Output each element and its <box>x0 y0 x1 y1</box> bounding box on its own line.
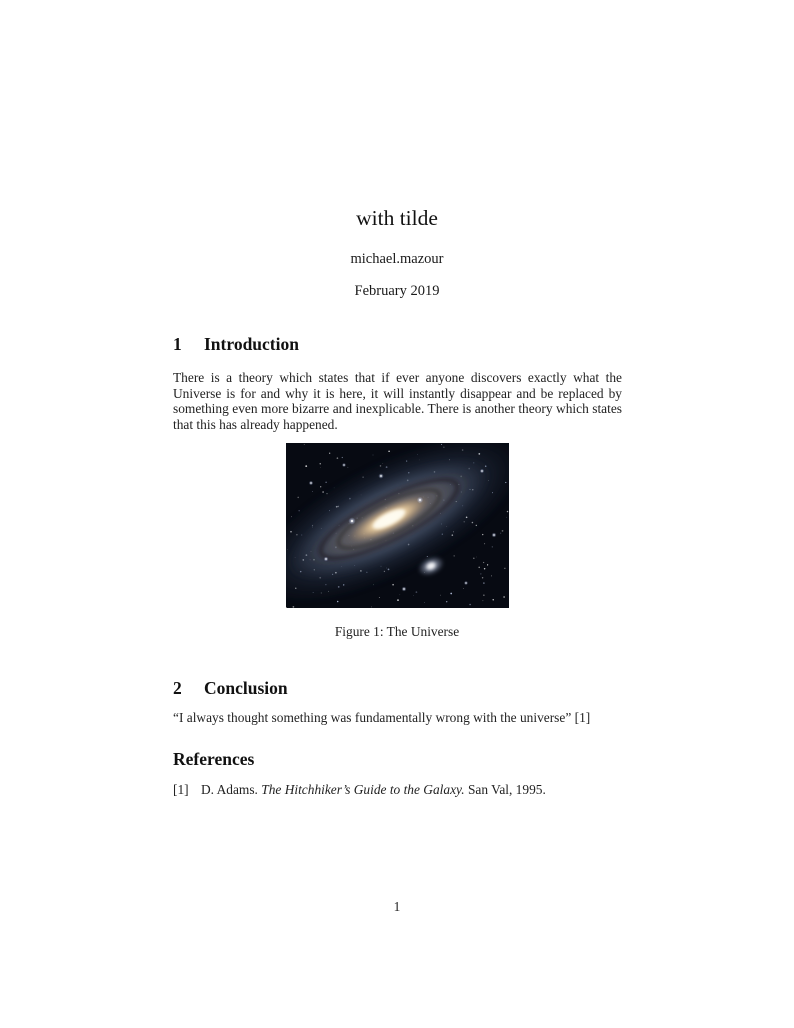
page-number: 1 <box>393 899 401 914</box>
galaxy-image <box>286 443 509 608</box>
paper-author: michael.mazour <box>350 251 444 267</box>
references-heading: References <box>173 749 255 769</box>
figure-caption: Figure 1: The Universe <box>334 624 460 639</box>
section-number: 2 <box>173 678 182 698</box>
reference-entry <box>173 782 633 798</box>
reference-title: The Hitchhiker’s Guide to the Galaxy. <box>261 782 465 797</box>
section-title: Introduction <box>204 334 299 354</box>
reference-authors: D. Adams. <box>200 782 258 797</box>
section-title: Conclusion <box>204 678 288 698</box>
reference-label: [1] <box>173 782 189 797</box>
introduction-paragraph: There is a theory which states that if ever anyone discovers exactly what the Universe is for and why it is here, it will instantly disappear and be replaced by something even more bizarre and inexplicable. There is another theory which states that this has already happened. <box>173 370 622 432</box>
section-heading-introduction <box>173 334 622 355</box>
section-heading-conclusion <box>173 678 622 699</box>
reference-publisher: San Val, 1995. <box>467 782 546 797</box>
section-number: 1 <box>173 334 182 354</box>
conclusion-paragraph: “I always thought something was fundamentally wrong with the universe” [1] <box>173 710 591 725</box>
paper-date: February 2019 <box>354 283 440 299</box>
paper-title: with tilde <box>356 206 438 230</box>
